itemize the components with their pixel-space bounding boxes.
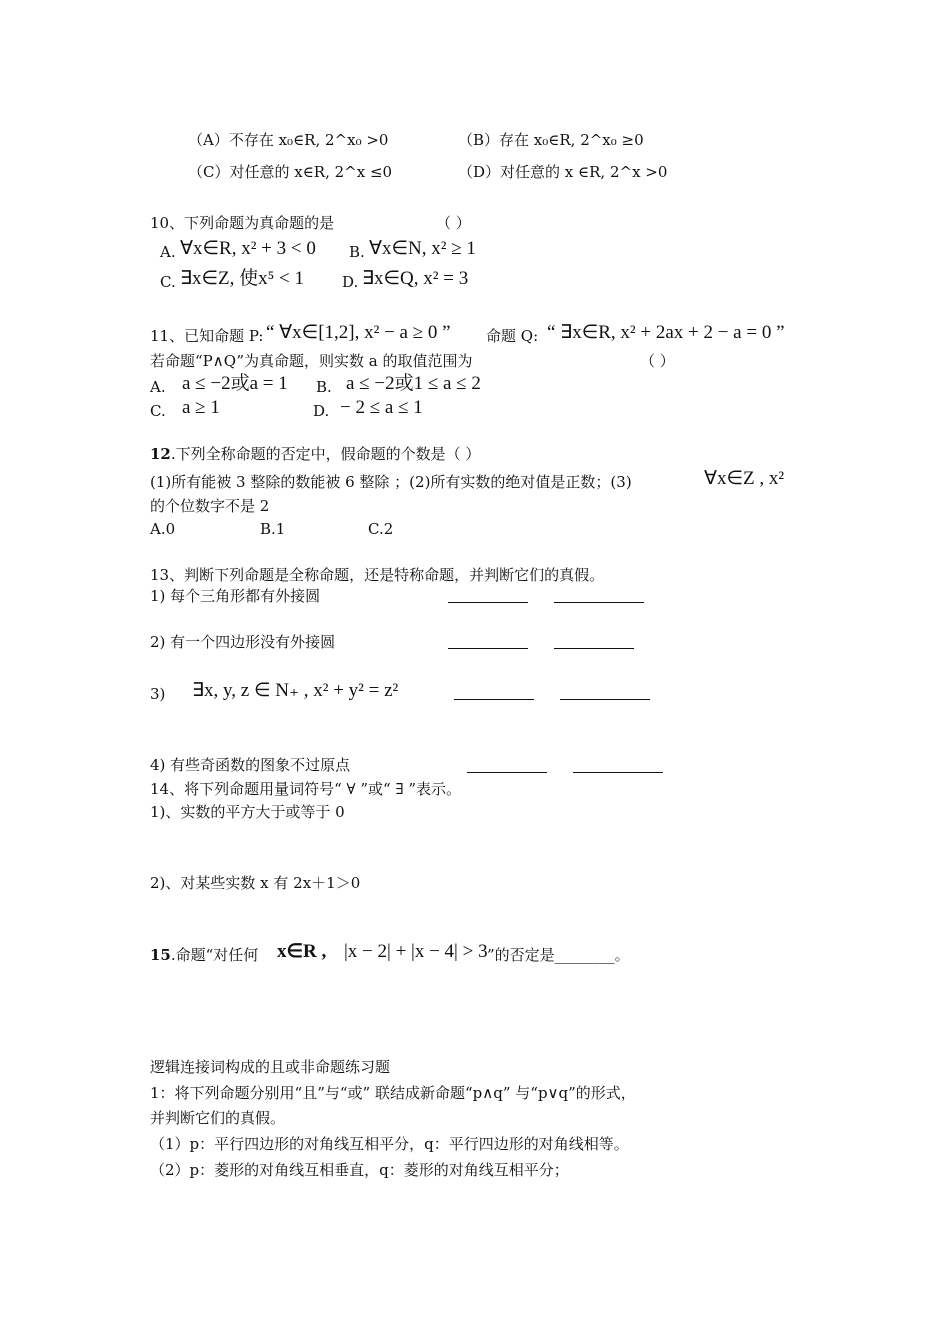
- q11-option-b-label: B.: [316, 378, 332, 396]
- q11-condition: 若命题“P∧Q”为真命题，则实数 a 的取值范围为: [150, 352, 473, 370]
- q13-item-3-math: ∃x, y, z ∈ N₊ , x² + y² = z²: [192, 680, 399, 701]
- q12-option-b: B.1: [260, 520, 286, 538]
- q10-option-c-label: C.: [160, 273, 176, 291]
- q13-item-2-blank-type[interactable]: [448, 648, 528, 649]
- q11-q-prefix: 命题 Q:: [486, 327, 539, 345]
- q14-item-2: 2)、对某些实数 x 有 2x＋1＞0: [150, 874, 361, 892]
- q13-item-4-blank-truth[interactable]: [573, 772, 663, 773]
- q10-option-a-label: A.: [160, 243, 176, 261]
- q10-answer-paren: （ ）: [436, 214, 471, 232]
- q13-item-1-blank-truth[interactable]: [554, 602, 644, 603]
- section-q1-sub1: （1）p：平行四边形的对角线互相平分，q：平行四边形的对角线相等。: [150, 1135, 629, 1153]
- q13-item-2: 2) 有一个四边形没有外接圆: [150, 633, 336, 651]
- q10-option-d-label: D.: [342, 273, 359, 291]
- q10-option-b: ∀x∈N, x² ≥ 1: [369, 238, 476, 259]
- q12-option-c: C.2: [368, 520, 394, 538]
- q13-item-1: 1) 每个三角形都有外接圆: [150, 587, 321, 605]
- q15-math-domain: x∈R ,: [277, 941, 327, 962]
- q11-q-expression: “ ∃x∈R, x² + 2ax + 2 − a = 0 ”: [547, 322, 785, 343]
- q13-item-3: 3): [150, 685, 166, 703]
- q13-stem: 13、判断下列命题是全称命题，还是特称命题，并判断它们的真假。: [150, 566, 605, 584]
- q9-option-d: （D）对任意的 x ∈R, 2^x >0: [458, 163, 668, 181]
- section-q1-sub2: （2）p：菱形的对角线互相垂直，q：菱形的对角线互相平分；: [150, 1161, 569, 1179]
- q15-stem-text: .命题“对任何: [170, 946, 259, 964]
- q13-item-4: 4) 有些奇函数的图象不过原点: [150, 756, 351, 774]
- q11-option-a: a ≤ −2或a = 1: [182, 373, 288, 394]
- q11-option-d: − 2 ≤ a ≤ 1: [340, 397, 423, 418]
- q12-statements: (1)所有能被 3 整除的数能被 6 整除 ；(2)所有实数的绝对值是正数；(3): [150, 473, 632, 491]
- q11-option-c: a ≥ 1: [182, 397, 220, 418]
- q12-option-a: A.0: [150, 520, 176, 538]
- q10-option-c: ∃x∈Z, 使x⁵ < 1: [180, 268, 305, 289]
- q13-item-1-blank-type[interactable]: [448, 602, 528, 603]
- q11-option-a-label: A.: [150, 378, 166, 396]
- section-q1: 1：将下列命题分别用“且”与“或” 联结成新命题“p∧q” 与“p∨q”的形式，: [150, 1084, 636, 1102]
- q15-tail: ”的否定是________。: [487, 946, 630, 964]
- section-q1-cont: 并判断它们的真假。: [150, 1109, 286, 1127]
- q15-number: 15: [150, 946, 171, 964]
- q12-stem: [150, 444, 480, 464]
- q9-option-a: （A）不存在 x₀∈R, 2^x₀ >0: [188, 131, 389, 149]
- q13-item-2-blank-truth[interactable]: [554, 648, 634, 649]
- q15-stem: [150, 945, 258, 965]
- q11-answer-paren: （ ）: [640, 352, 675, 370]
- q10-option-a: ∀x∈R, x² + 3 < 0: [180, 238, 316, 259]
- q11-p-expression: “ ∀x∈[1,2], x² − a ≥ 0 ”: [266, 322, 451, 343]
- section-title: 逻辑连接词构成的且或非命题练习题: [150, 1058, 391, 1076]
- q14-stem: 14、将下列命题用量词符号“ ∀ ”或“ ∃ ”表示。: [150, 780, 462, 798]
- q11-option-d-label: D.: [313, 402, 330, 420]
- q13-item-4-blank-type[interactable]: [467, 772, 547, 773]
- q13-item-3-blank-type[interactable]: [454, 699, 534, 700]
- q11-prefix: 11、已知命题 P:: [150, 327, 264, 345]
- q12-stem-text: .下列全称命题的否定中，假命题的个数是（ ）: [170, 445, 481, 463]
- q12-statement-3-math: ∀x∈Z , x²: [704, 468, 785, 489]
- q9-option-c: （C）对任意的 x∈R, 2^x ≤0: [188, 163, 393, 181]
- q14-item-1: 1)、实数的平方大于或等于 0: [150, 803, 345, 821]
- q9-option-b: （B）存在 x₀∈R, 2^x₀ ≥0: [458, 131, 644, 149]
- q12-number: 12: [150, 445, 171, 463]
- q10-option-d: ∃x∈Q, x² = 3: [362, 268, 469, 289]
- q10-option-b-label: B.: [349, 243, 365, 261]
- q13-item-3-blank-truth[interactable]: [560, 699, 650, 700]
- q12-statement-3-cont: 的个位数字不是 2: [150, 497, 270, 515]
- q11-option-c-label: C.: [150, 402, 166, 420]
- q15-math-inequality: |x − 2| + |x − 4| > 3: [344, 941, 488, 962]
- q10-stem: 10、下列命题为真命题的是: [150, 214, 335, 232]
- q11-option-b: a ≤ −2或1 ≤ a ≤ 2: [346, 373, 481, 394]
